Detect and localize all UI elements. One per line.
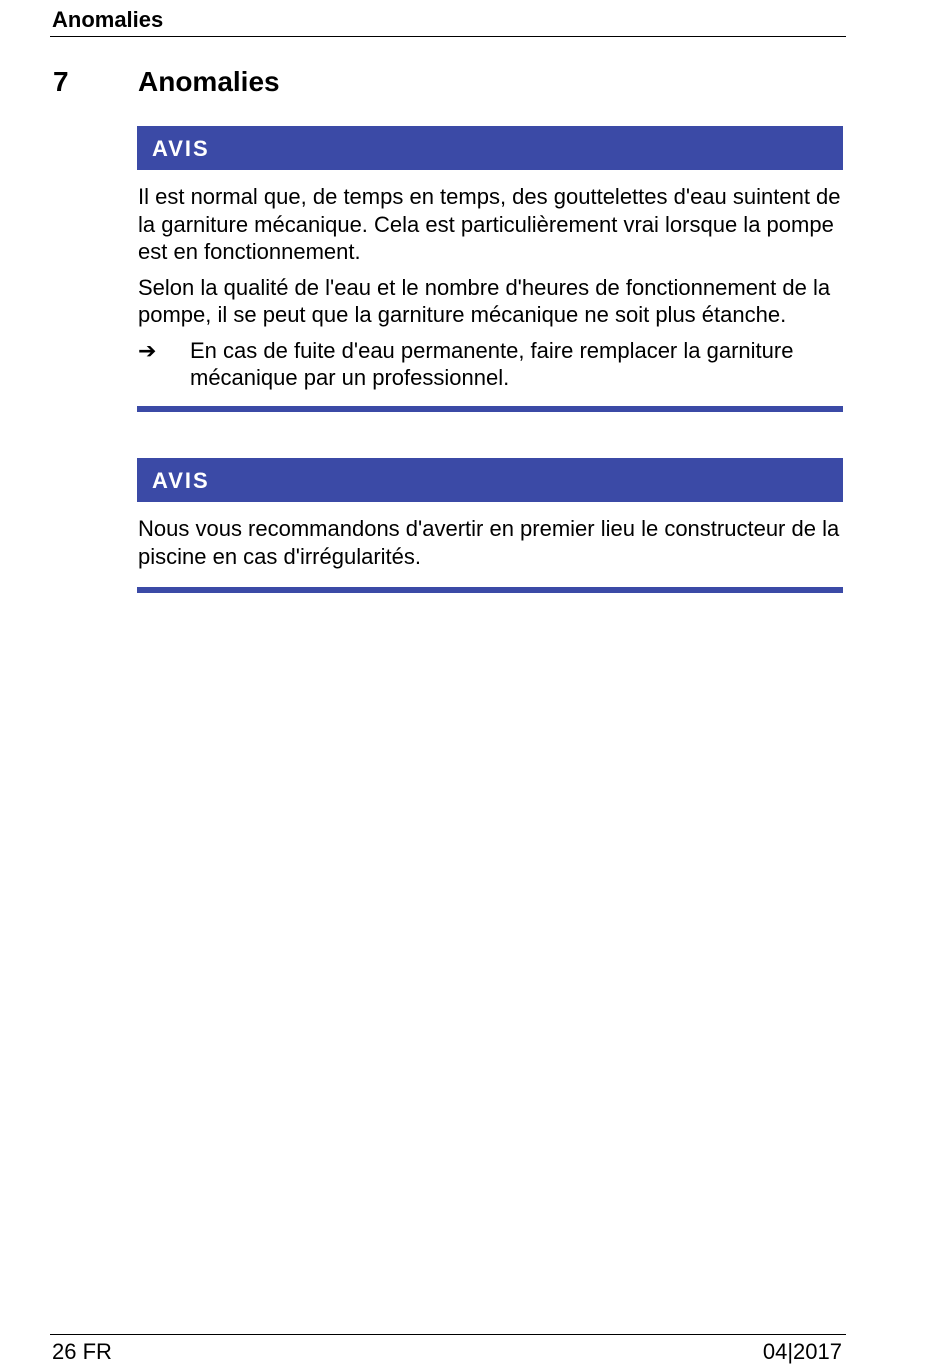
notice-label: AVIS bbox=[137, 458, 843, 502]
notice-box bbox=[137, 458, 843, 593]
page-number: 26 FR bbox=[52, 1339, 112, 1364]
chapter-title: Anomalies bbox=[138, 66, 280, 97]
notice-label: AVIS bbox=[137, 126, 843, 170]
notice-body bbox=[137, 502, 843, 570]
notice-paragraph: Selon la qualité de l'eau et le nombre d'heures de fonctionnement de la pompe, il se peut que la garniture mécanique ne soit plus étanche. bbox=[138, 274, 831, 327]
notice-paragraph: Nous vous recommandons d'avertir en premier lieu le constructeur de la piscine en cas d'irrégularités. bbox=[138, 516, 840, 569]
action-item bbox=[138, 337, 843, 392]
header-rule bbox=[50, 36, 846, 37]
notice-paragraph: Il est normal que, de temps en temps, des gouttelettes d'eau suintent de la garniture mécanique. Cela est particulièrement vrai lorsque la pompe est en fonctionnement. bbox=[138, 184, 841, 264]
notice-body bbox=[137, 170, 843, 392]
notice-box bbox=[137, 126, 843, 412]
notice-bottom-rule bbox=[137, 406, 843, 412]
footer-rule bbox=[50, 1334, 846, 1335]
arrow-right-icon: ➔ bbox=[138, 337, 157, 363]
running-header: Anomalies bbox=[52, 7, 164, 32]
edition-date: 04|2017 bbox=[762, 1339, 842, 1364]
action-text: En cas de fuite d'eau permanente, faire remplacer la garniture mécanique par un professionnel. bbox=[190, 337, 794, 390]
notice-bottom-rule bbox=[137, 587, 843, 593]
chapter-number: 7 bbox=[53, 66, 69, 97]
